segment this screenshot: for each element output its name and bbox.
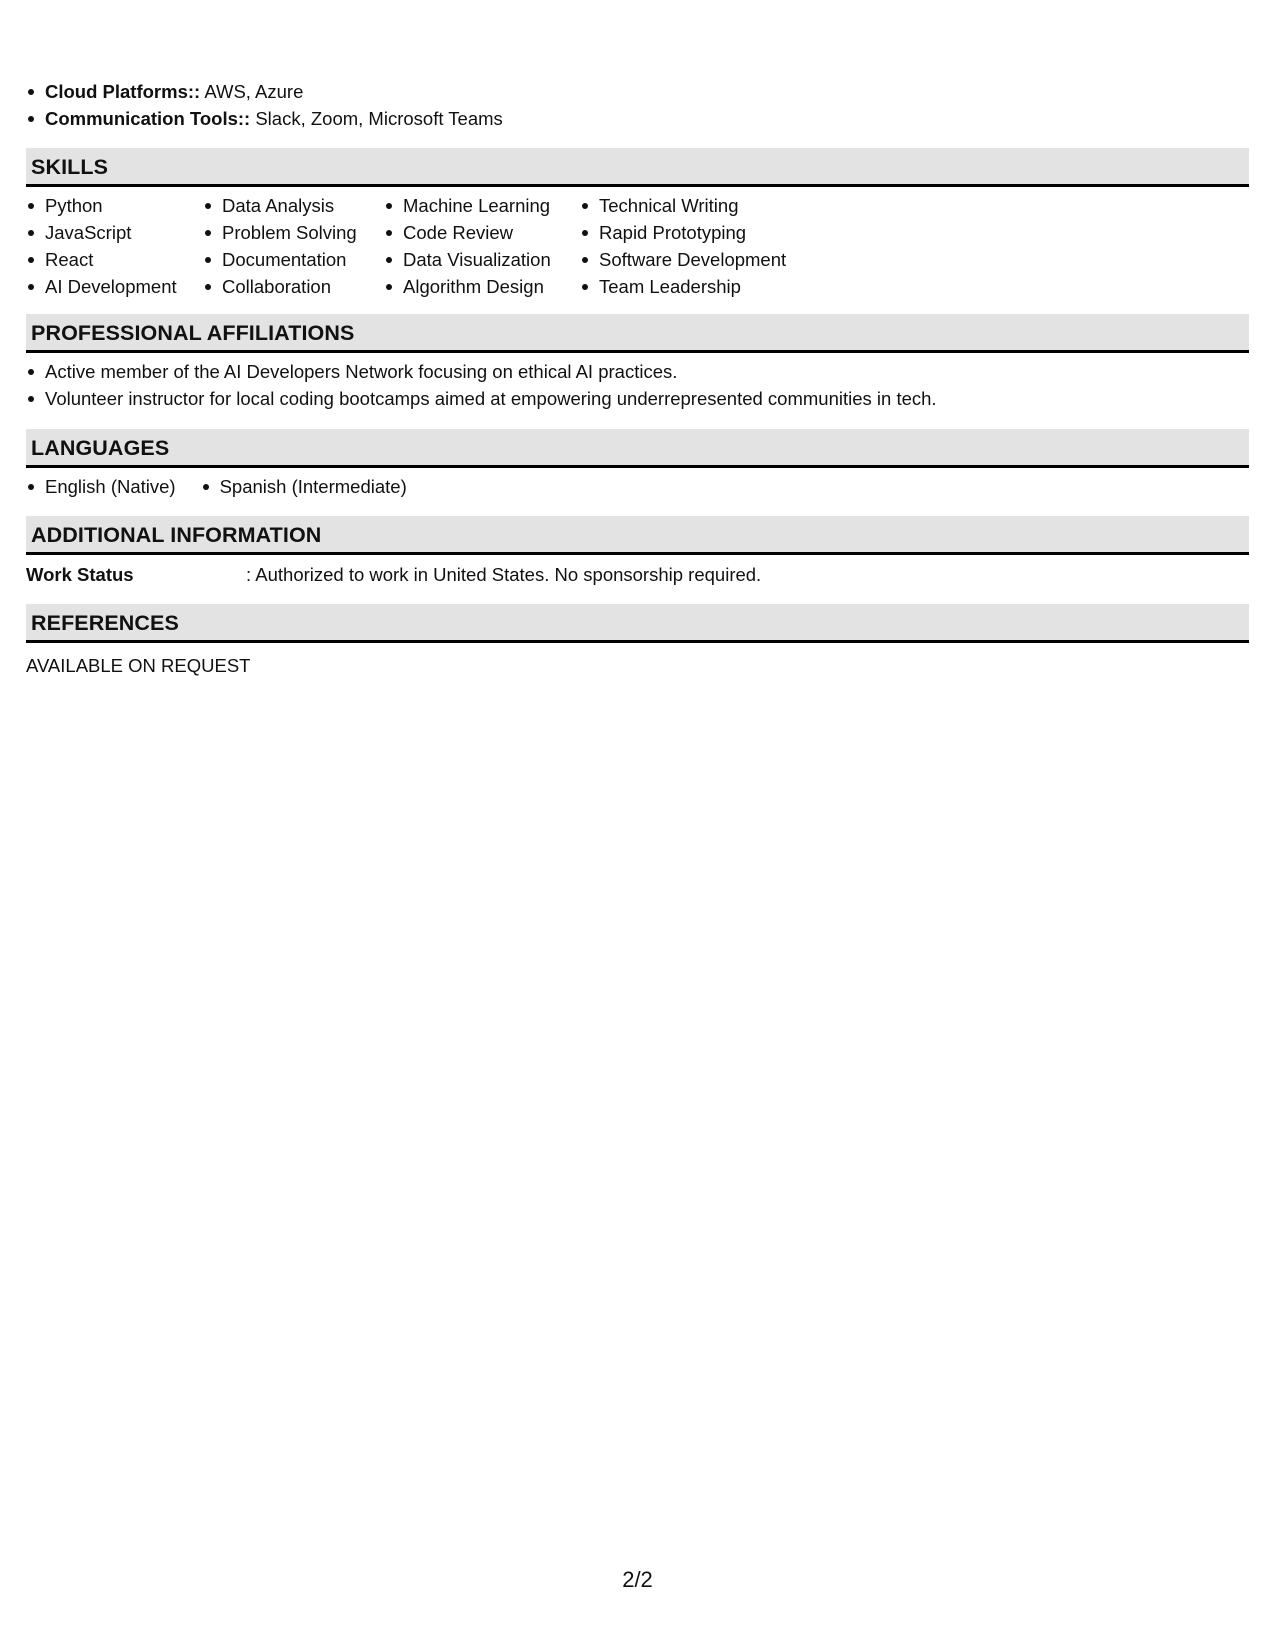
- references-text: AVAILABLE ON REQUEST: [26, 655, 251, 676]
- skills-column: [203, 192, 384, 300]
- tools-list: [26, 78, 1249, 132]
- section-header-additional-information: ADDITIONAL INFORMATION: [26, 516, 1249, 555]
- section-header-skills: SKILLS: [26, 148, 1249, 187]
- skill-item: Code Review: [384, 219, 580, 246]
- resume-page: [26, 78, 1249, 679]
- tools-item-value: AWS, Azure: [204, 81, 304, 102]
- skill-item: React: [26, 246, 203, 273]
- tools-item-cloud: [26, 78, 1249, 105]
- affiliation-item: Volunteer instructor for local coding bootcamps aimed at empowering underrepresented communities in tech.: [26, 385, 1249, 412]
- skill-item: Problem Solving: [203, 219, 384, 246]
- skill-item: AI Development: [26, 273, 203, 300]
- skill-item: Documentation: [203, 246, 384, 273]
- languages-list: [26, 473, 1249, 500]
- skill-item: Data Analysis: [203, 192, 384, 219]
- tools-item-label: Cloud Platforms::: [45, 81, 201, 102]
- skill-item: Rapid Prototyping: [580, 219, 820, 246]
- skills-column: [384, 192, 580, 300]
- skill-item: Collaboration: [203, 273, 384, 300]
- affiliation-item: Active member of the AI Developers Network focusing on ethical AI practices.: [26, 358, 1249, 385]
- affiliations-list: [26, 358, 1249, 412]
- section-header-references: REFERENCES: [26, 604, 1249, 643]
- tools-item-value: Slack, Zoom, Microsoft Teams: [255, 108, 503, 129]
- tools-item-communication: [26, 105, 1249, 132]
- tools-item-label: Communication Tools::: [45, 108, 251, 129]
- skill-item: Software Development: [580, 246, 820, 273]
- skill-item: Data Visualization: [384, 246, 580, 273]
- page-number: 2/2: [622, 1567, 653, 1592]
- skill-item: Machine Learning: [384, 192, 580, 219]
- skill-item: Algorithm Design: [384, 273, 580, 300]
- language-item: English (Native): [26, 473, 176, 500]
- skills-column: [26, 192, 203, 300]
- skill-item: Python: [26, 192, 203, 219]
- work-status-row: [26, 561, 1249, 588]
- work-status-label: Work Status: [26, 564, 134, 585]
- skills-grid: [26, 192, 1249, 300]
- section-header-languages: LANGUAGES: [26, 429, 1249, 468]
- skill-item: Team Leadership: [580, 273, 820, 300]
- work-status-value: : Authorized to work in United States. No sponsorship required.: [246, 564, 762, 585]
- language-item: Spanish (Intermediate): [201, 473, 407, 500]
- skill-item: Technical Writing: [580, 192, 820, 219]
- skill-item: JavaScript: [26, 219, 203, 246]
- skills-column: [580, 192, 820, 300]
- section-header-affiliations: PROFESSIONAL AFFILIATIONS: [26, 314, 1249, 353]
